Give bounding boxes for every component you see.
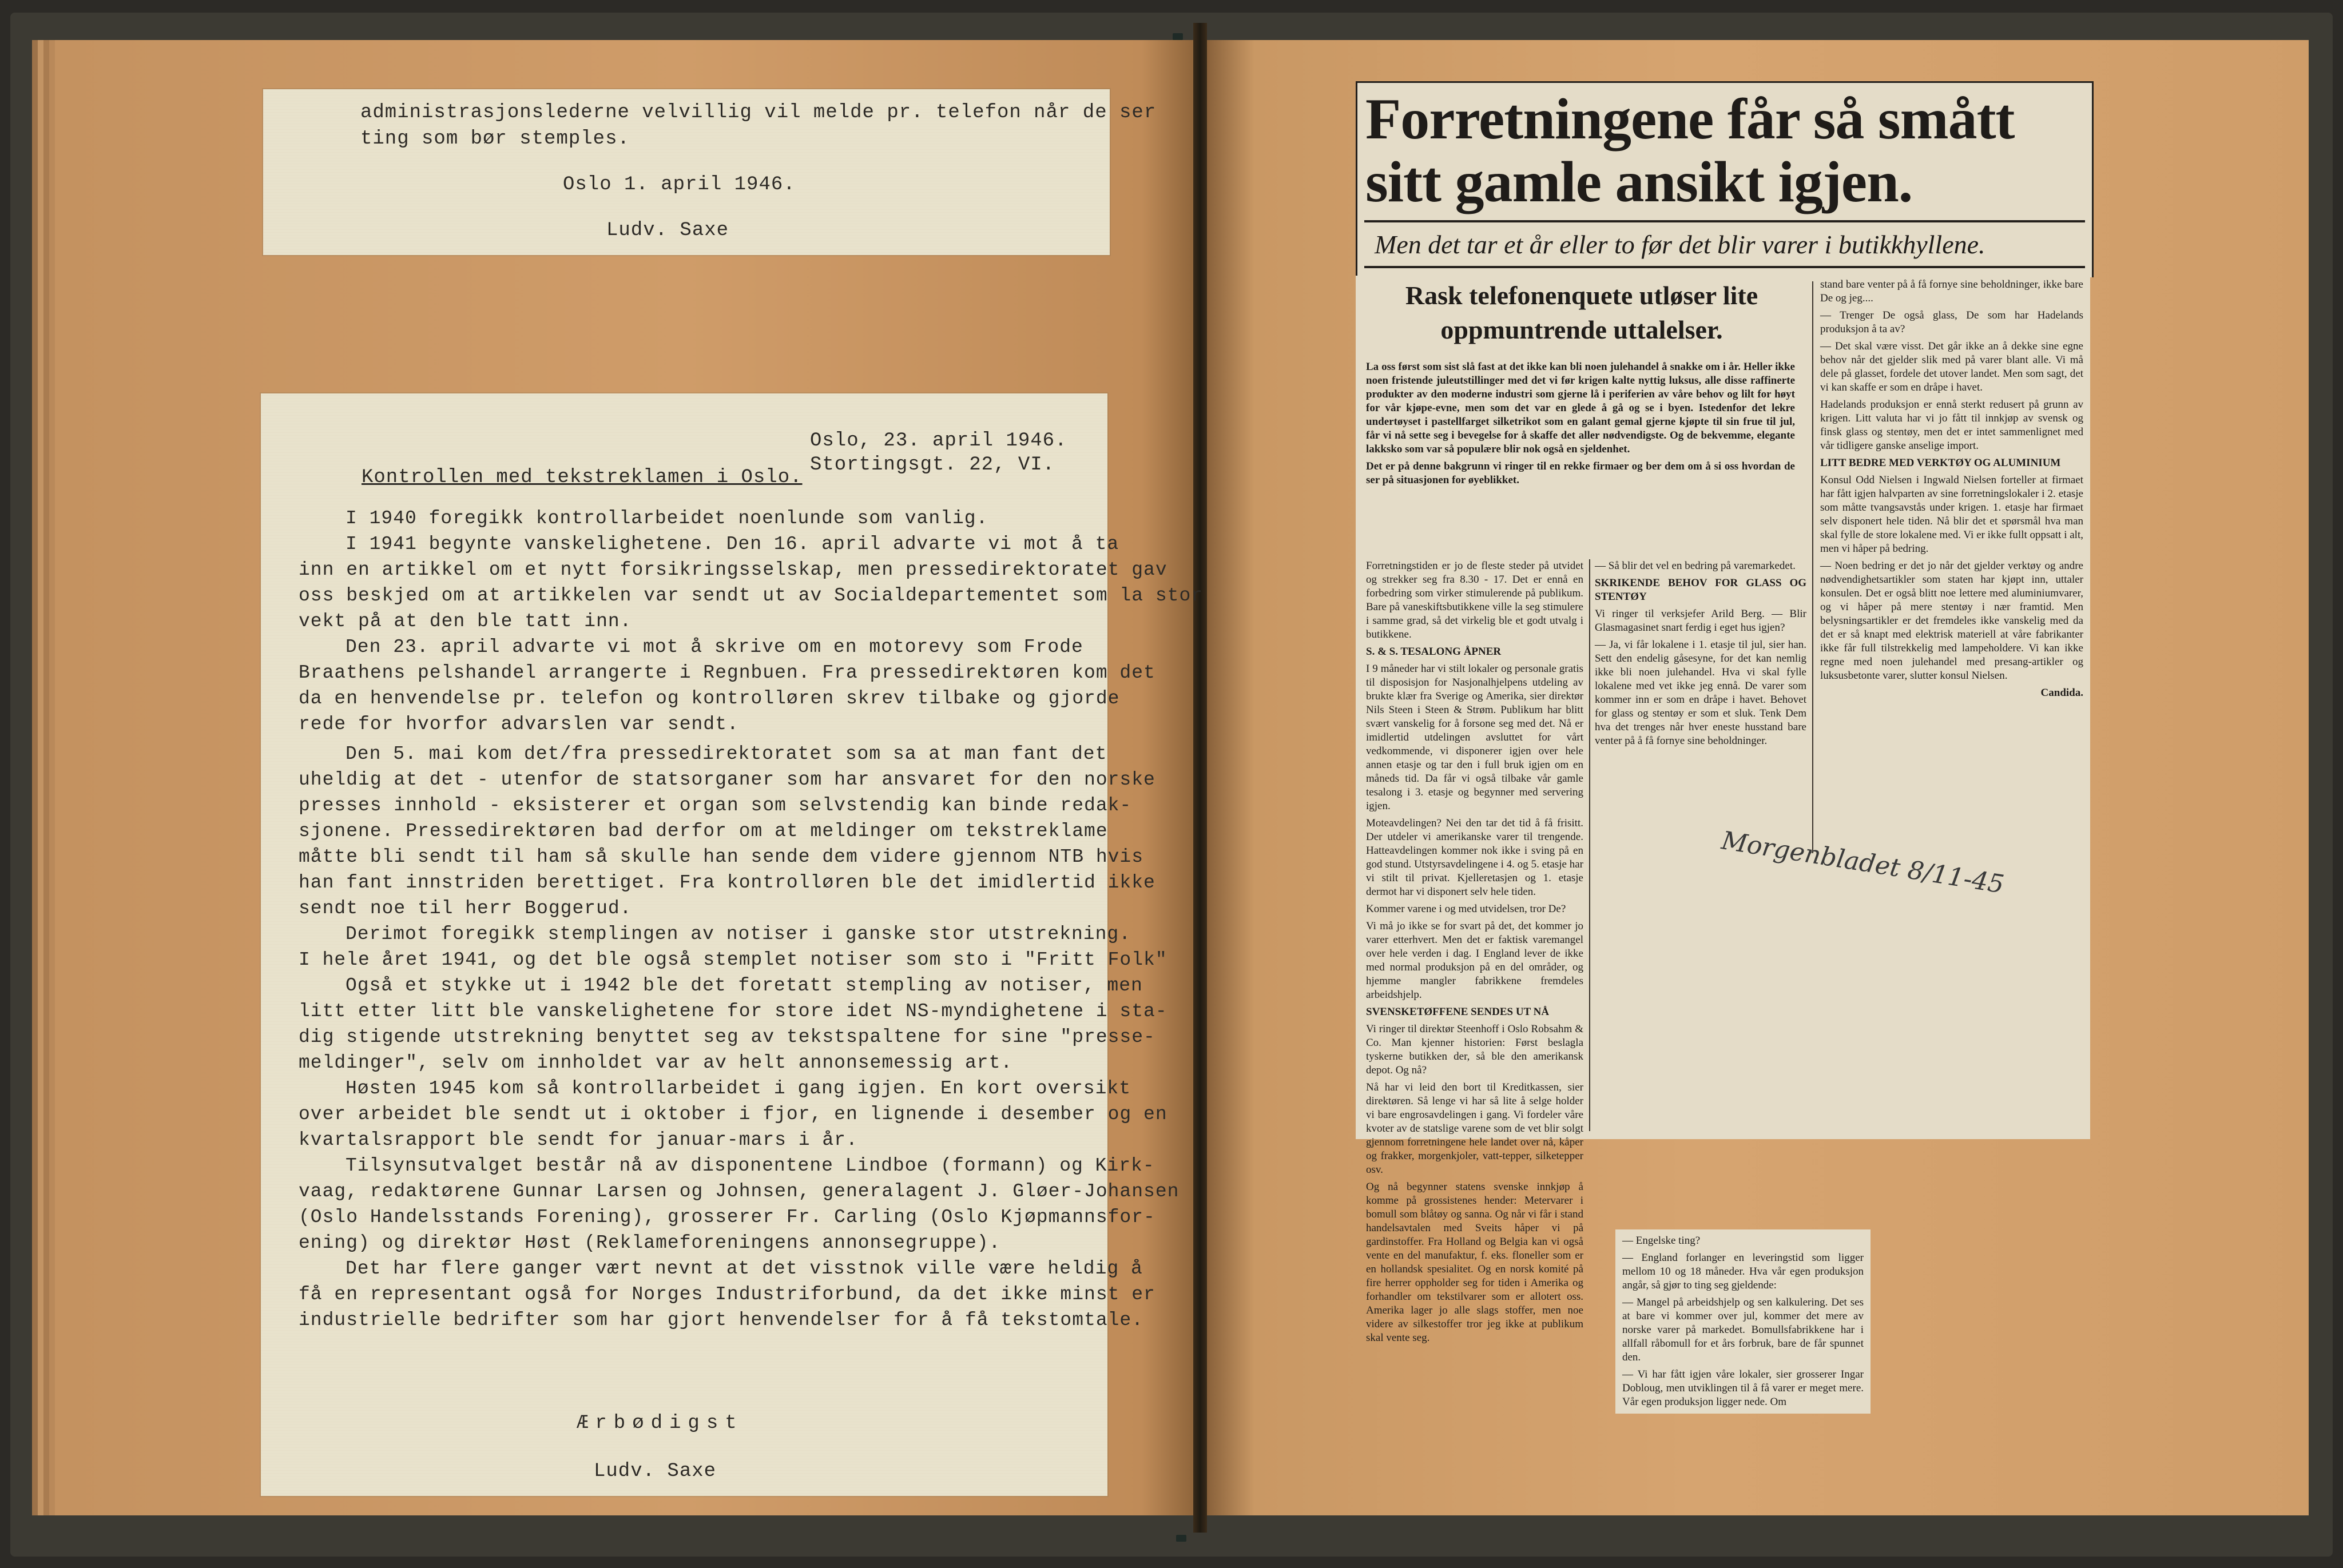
letter-line: Braathens pelshandel arrangerte i Regnbuen. Fra pressedirektøren kom det — [299, 662, 1155, 683]
letter-line: da en henvendelse pr. telefon og kontrolløren skrev tilbake og gjorde — [299, 688, 1120, 709]
col-right-p: — Noen bedring er det jo når det gjelder verktøy og andre nødvendighetsartikler som staten har kjøpt inn, uttaler konsulen. Det er også blitt noe lettere med aluminiumvarer, og vi håper på mere stentøy i nær framtid. Men belysningsartikler er det fremdeles ikke vanskelig med da det er så knapt med elektrisk materiell at våre fabrikanter ikke får full tilstrekkelig med lampeholdere. Vi kan ikke regne med noen julehandel med presang-artikler og luksusbetonte varer, slutter konsul Nielsen. — [1820, 560, 2083, 682]
letter-line: vaag, redaktørene Gunnar Larsen og Johnsen, generalagent J. Gløer-Johansen — [299, 1181, 1180, 1202]
deck-rule — [1364, 266, 2085, 268]
letter-title: Kontrollen med tekstreklamen i Oslo. — [362, 467, 803, 488]
col-right-p: — Trenger De også glass, De som har Hadelands produksjon å ta av? — [1820, 309, 2083, 335]
col-right-p: Hadelands produksjon er ennå sterkt redusert på grunn av krigen. Litt valuta har vi jo fått til innkjøp av svensk og finsk glass og stentøy, men det er intet sammenlignet med vår tidligere ganske anselige import. — [1820, 399, 2083, 452]
letter-line: kvartalsrapport ble sendt for januar-mars i år. — [299, 1129, 858, 1151]
col-left-p: Moteavdelingen? Nei den tar det tid å få frisitt. Der utdeler vi amerikanske varer til trengende. Hatteavdelingen kommer nok ikke i sving på en god stund. Utstyrsavdelingene i 4. og 5. etasje har vi stilt til privat. Kjelleretasjen og 1. etasje dermot har vi disponert selv hele tiden. — [1366, 817, 1583, 898]
col-left-p: Vi ringer til direktør Steenhoff i Oslo Robsahm & Co. Man kjenner historien: Først beslagla tyskerne butikken der, så ble den amerikansk depot. Og nå? — [1366, 1023, 1583, 1076]
book-spine — [1193, 23, 1207, 1533]
newspaper-headline-block — [1356, 81, 2094, 277]
article-deck: Men det tar et år eller to før det blir varer i butikkhyllene. — [1375, 230, 1985, 259]
letter-line: ening) og direktør Høst (Reklameforeningens annonsegruppe). — [299, 1232, 1001, 1253]
letter-line: Den 5. mai kom det/fra pressedirektoratet som sa at man fant det — [346, 743, 1107, 765]
letter-line: I hele året 1941, og det ble også stemplet notiser som sto i "Fritt Folk" — [299, 949, 1167, 970]
continuation-p: — England forlanger en leveringstid som ligger mellom 10 og 18 måneder. Hva vår egen produksjon angår, så gjør to ting seg gjeldende: — [1622, 1252, 1864, 1291]
col-right-heading: LITT BEDRE MED VERKTØY OG ALUMINIUM — [1820, 457, 2061, 469]
letter-line: sendt noe til herr Boggerud. — [299, 898, 632, 919]
letter-line: inn en artikkel om et nytt forsikringsselskap, men pressedirektoratet gav — [299, 559, 1167, 580]
newspaper-continuation-clip — [1615, 1229, 1871, 1414]
note1-line-2: ting som bør stemples. — [360, 128, 630, 150]
headline-line-2: sitt gamle ansikt igjen. — [1365, 150, 1913, 214]
letter-line: I 1940 foregikk kontrollarbeidet noenlunde som vanlig. — [346, 508, 988, 529]
letter-line: vekt på at den ble tatt inn. — [299, 611, 632, 632]
lead-paragraph: La oss først som sist slå fast at det ikke kan bli noen julehandel å snakke om i år. Heller ikke noen fristende juleutstillinger med det vi før krigen kalte nyttig luksus, alle disse raffinerte produkter av den moderne industri som gjerne lå i periferien av våre behov og lilt for høyt for vår kjøpe-evne, men som det var en glede å gå og se i byen. Istedenfor det lekre undertøyset i pastellfarget silketrikot som en galant gemal gjerne kjøpte til sin frue til jul, får vi nå sette seg i bevegelse for å skaffe det aller nødvendigste. Og de bekvemme, elegante lakksko som var så populære blir nok også en sjeldenhet. — [1366, 361, 1795, 455]
typed-note-top — [263, 89, 1157, 255]
letter-line: han fant innstriden berettiget. Fra kontrolløren ble det imidlertid ikke — [299, 872, 1155, 893]
lead-paragraph-2: Det er på denne bakgrunn vi ringer til en rekke firmaer og ber dem om å si oss hvordan de ser på situasjonen for øyeblikket. — [1366, 460, 1795, 486]
col-left-p: Forretningstiden er jo de fleste steder på utvidet og strekker seg fra 8.30 - 17. Det er ennå en forbedring som virker stimulerende på publikum. Bare på vaneskiftsbutikkene ville la seg stimulere i samme grad, så det virkelig ble et godt utvalg i butikkene. — [1366, 560, 1583, 640]
col-left-p: I 9 måneder har vi stilt lokaler og personale gratis til disposisjon for Nasjonalhjelpens utdeling av brukte klær fra Sverige og Amerika, sier direktør Nils Steen i Steen & Strøm. Publikum har blitt svært vanskelig for å forsone seg med det. Nå er imidlertid utdelingen avsluttet for vårt vedkommende, vi disponerer igjen over hele annen etasje og tar den i full bruk igjen om en måneds tid. Da får vi også tilbake vår gamle tesalong i 3. etasje og begynner med servering igjen. — [1366, 663, 1583, 812]
column-separator — [1812, 281, 1813, 853]
letter-line: oss beskjed om at artikkelen var sendt ut av Socialdepartementet som la stor — [299, 585, 1204, 606]
column-separator — [1589, 559, 1590, 1131]
letter-line: Tilsynsutvalget består nå av disponentene Lindboe (formann) og Kirk- — [346, 1155, 1155, 1176]
article-byline: Candida. — [2040, 687, 2083, 699]
note1-line-1: administrasjonslederne velvillig vil melde pr. telefon når de ser — [360, 102, 1157, 124]
letter-closing: Ærbødigst — [577, 1412, 744, 1434]
continuation-p: — Vi har fått igjen våre lokaler, sier grosserer Ingar Dobloug, men utviklingen til å få varer er meget mere. Vår egen produksjon ligger nede. Om — [1622, 1368, 1864, 1408]
col-right-p: stand bare venter på å få fornye sine beholdninger, ikke bare De og jeg.... — [1820, 278, 2083, 304]
binding-clip — [1176, 1535, 1186, 1542]
col-mid-p: — Ja, vi får lokalene i 1. etasje til jul, sier han. Sett den endelig gåsesyne, for det kan nemlig ikke bli noen julehandel. Hva vi skal fylle lokalene med vet ikke jeg ennå. De varer som kommer inn er som en dråpe i havet. Behovet for glass og stentøy er som et sluk. Tenk Dem hva det trenges når hver eneste husstand bare venter på å få fornye sine beholdninger. — [1595, 639, 1806, 747]
letter-line: dig stigende utstrekning benyttet seg av tekstspaltene for sine "presse- — [299, 1026, 1155, 1048]
binding-clip — [1173, 33, 1183, 40]
headline-line-1: Forretningene får så smått — [1365, 87, 2015, 152]
col-right-p: — Det skal være visst. Det går ikke an å dekke sine egne behov når det gjelder slik med på varer blant alle. Vi må dele på glasset, fordele det utover landet. Men som sagt, det vi kan skaffe er som en dråpe i havet. — [1820, 340, 2083, 393]
letter-line: Derimot foregikk stemplingen av notiser i ganske stor utstrekning. — [346, 924, 1131, 945]
continuation-p: — Mangel på arbeidshjelp og sen kalkulering. Det ses at bare vi kommer over jul, kommer det mere av norske varer på markedet. Bomullsfabrikkene har i allfall råbomull for et års forbruk, bare de får spunnet den. — [1622, 1296, 1864, 1363]
letter-line: over arbeidet ble sendt ut i oktober i fjor, en lignende i desember og en — [299, 1104, 1167, 1125]
headline-rule — [1364, 220, 2085, 222]
article-lead — [1366, 360, 1795, 549]
letter-line: måtte bli sendt til ham så skulle han sende dem videre gjennom NTB hvis — [299, 846, 1144, 867]
article-subhead-1: Rask telefonenquete utløser lite — [1405, 281, 1758, 310]
article-subhead-2: oppmuntrende uttalelser. — [1440, 315, 1723, 344]
col-left-p: Nå har vi leid den bort til Kreditkassen, sier direktøren. Så lenge vi har så lite å selge holder vi bare engrosavdelingen i gang. Vi fordeler våre kvoter av de statslige varene som de vet blir solgt gjennom forretningene hele landet over nå, kåper og frakker, morgenkjoler, vatt-tepper, silketepper osv. — [1366, 1081, 1583, 1176]
col-left-heading: SVENSKETØFFENE SENDES UT NÅ — [1366, 1006, 1550, 1018]
letter-line: industrielle bedrifter som har gjort henvendelser for å få tekstomtale. — [299, 1310, 1144, 1331]
letter-line: få en representant også for Norges Industriforbund, da det ikke minst er — [299, 1284, 1155, 1305]
letter-line: Høsten 1945 kom så kontrollarbeidet i gang igjen. En kort oversikt — [346, 1078, 1131, 1099]
continuation-p: — Engelske ting? — [1622, 1235, 1701, 1247]
col-left-heading: S. & S. TESALONG ÅPNER — [1366, 646, 1502, 658]
letter-date: Oslo, 23. april 1946. — [810, 430, 1067, 452]
letter-line: presses innhold - eksisterer et organ som selvstendig kan binde redak- — [299, 795, 1132, 816]
letter-address: Stortingsgt. 22, VI. — [810, 454, 1055, 476]
letter-line: rede for hvorfor advarslen var sendt. — [299, 714, 739, 735]
letter-line: Også et stykke ut i 1942 ble det foretatt stempling av notiser, men — [346, 975, 1143, 996]
letter-line: meldinger", selv om innholdet var av helt annonsemessig art. — [299, 1052, 1013, 1073]
col-left-p: Vi må jo ikke se for svart på det, det kommer jo varer etterhvert. Men det er faktisk varemangel over hele verden i dag. I England lever de ikke med normal produksjon på en del områder, og hjemme mangler fabrikkene fremdeles arbeidshjelp. — [1366, 920, 1583, 1001]
col-mid-p: Vi ringer til verksjefer Arild Berg. — Blir Glasmagasinet snart ferdig i eget hus igjen? — [1595, 608, 1806, 634]
col-left-p: Kommer varene i og med utvidelsen, tror De? — [1366, 903, 1566, 915]
col-left-p: Og nå begynner statens svenske innkjøp å komme på grossistenes hender: Metervarer i bomull som blåtøy og sanna. Og når vi får i stand handelsavtalen med Sveits håper vi på gardinstoffer. Fra Holland og Belgia kan vi også vente en del manufaktur, f. eks. floneller som er en hollandsk spesialitet. Og en norsk komité på fire herrer oppholder seg for tiden i Amerika og forhandler om tekstilvarer som er allotert oss. Amerika lager jo alle slags stoffer, men noe videre av silkestoffer tror jeg ikke at publikum skal vente seg. — [1366, 1181, 1583, 1344]
note1-signature: Ludv. Saxe — [606, 220, 729, 241]
handwritten-source-note: Morgenbladet 8/11-45 — [1719, 826, 2006, 900]
letter-line: uheldig at det - utenfor de statsorganer som har ansvaret for den norske — [299, 769, 1155, 790]
letter-line: Den 23. april advarte vi mot å skrive om en motorevy som Frode — [346, 636, 1083, 658]
letter-line: Det har flere ganger vært nevnt at det visstnok ville være heldig å — [346, 1258, 1143, 1279]
letter-line: (Oslo Handelsstands Forening), grosserer Fr. Carling (Oslo Kjøpmannsfor- — [299, 1207, 1155, 1228]
col-mid-p: — Så blir det vel en bedring på varemarkedet. — [1595, 560, 1796, 572]
article-column-left — [1366, 559, 1583, 1344]
continuation-text — [1622, 1234, 1864, 1409]
letter-line: sjonene. Pressedirektøren bad derfor om at meldinger om tekstreklame — [299, 821, 1108, 842]
note1-date: Oslo 1. april 1946. — [563, 174, 796, 196]
col-mid-heading: SKRIKENDE BEHOV FOR GLASS OG STENTØY — [1595, 577, 1806, 603]
col-right-p: Konsul Odd Nielsen i Ingwald Nielsen forteller at firmaet har fått igjen halvparten av sine forretningslokaler i 2. etasje som måtte tvangsavstås under krigen. 1. etasje har firmaet selv disponert hele tiden. Nå blir det et spørsmål hva man skal fylle de store lokalene med. Vi er ikke fullt oppsatt i alt, men vi håper på bedring. — [1820, 474, 2083, 555]
article-column-middle — [1595, 559, 1806, 748]
letter-signature: Ludv. Saxe — [594, 1460, 717, 1482]
typed-letter — [261, 393, 1204, 1496]
article-column-right — [1820, 278, 2083, 804]
letter-line: litt etter litt ble vanskelighetene for store idet NS-myndighetene i sta- — [299, 1001, 1167, 1022]
letter-line: I 1941 begynte vanskelighetene. Den 16. april advarte vi mot å ta — [346, 534, 1119, 555]
